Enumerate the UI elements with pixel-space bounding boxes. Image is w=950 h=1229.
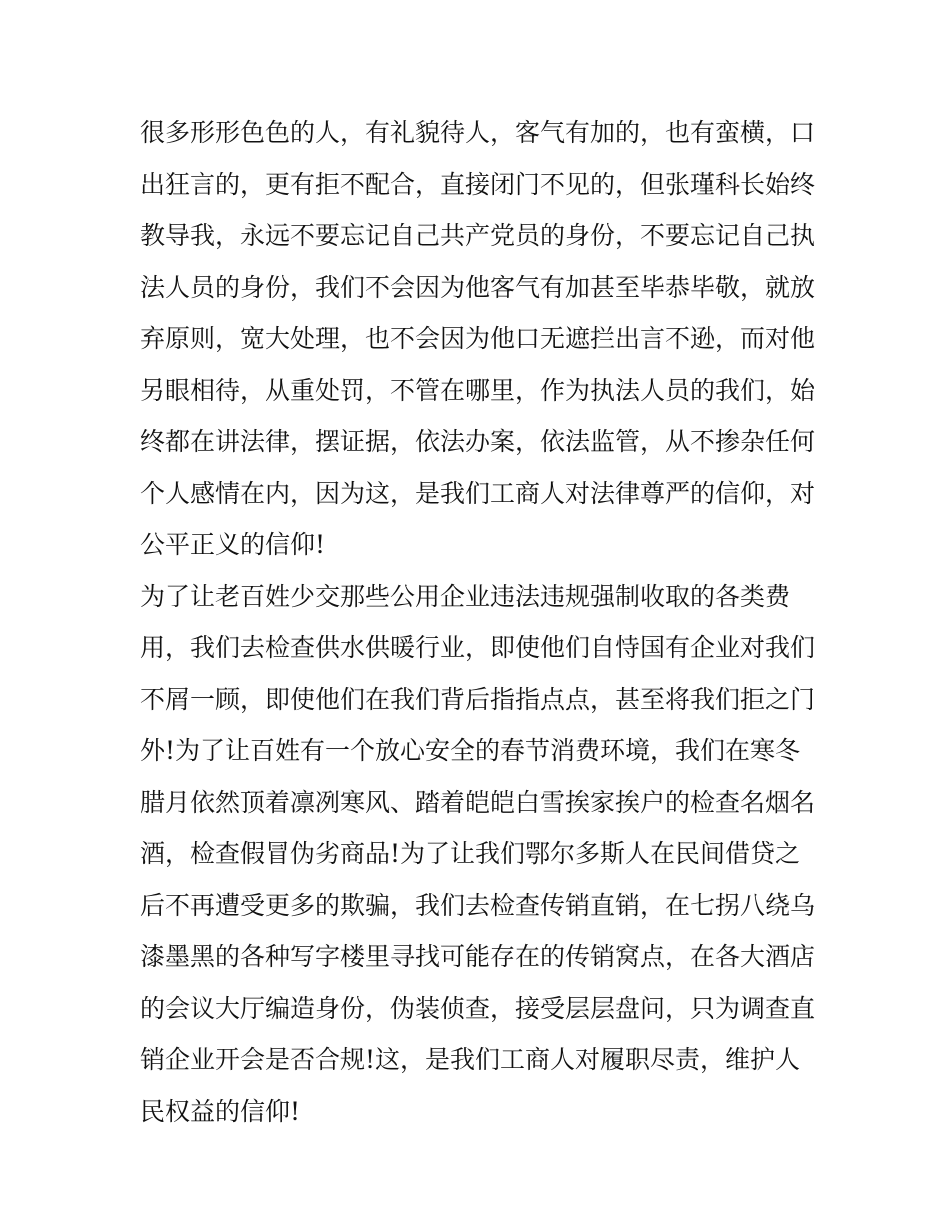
text-line: 法人员的身份，我们不会因为他客气有加甚至毕恭毕敬，就放: [140, 272, 816, 302]
text-line: 不屑一顾，即使他们在我们背后指指点点，甚至将我们拒之门: [140, 684, 816, 714]
text-line: 用，我们去检查供水供暖行业，即使他们自恃国有企业对我们: [140, 633, 816, 662]
text-line: 漆墨黑的各种写字楼里寻找可能存在的传销窝点，在各大酒店: [140, 942, 816, 971]
body-text: [140, 107, 820, 1137]
text-line: 教导我，永远不要忘记自己共产党员的身份，不要忘记自己执: [140, 221, 816, 250]
text-line: 另眼相待，从重处罚，不管在哪里，作为执法人员的我们，始: [140, 375, 816, 405]
text-line: 民权益的信仰!: [140, 1096, 301, 1126]
text-line: 很多形形色色的人，有礼貌待人，客气有加的，也有蛮横，口: [140, 118, 816, 147]
text-line: 腊月依然顶着凛冽寒风、踏着皑皑白雪挨家挨户的检查名烟名: [140, 787, 816, 817]
text-line: 酒，检查假冒伪劣商品!为了让我们鄂尔多斯人在民间借贷之: [140, 839, 801, 868]
text-line: 公平正义的信仰!: [140, 530, 326, 559]
text-line: 个人感情在内，因为这，是我们工商人对法律尊严的信仰，对: [140, 478, 816, 508]
text-line: 出狂言的，更有拒不配合，直接闭门不见的，但张瑾科长始终: [140, 169, 816, 199]
text-line: 销企业开会是否合规!这，是我们工商人对履职尽责，维护人: [140, 1045, 801, 1074]
text-line: 的会议大厅编造身份，伪装侦查，接受层层盘问，只为调查直: [140, 993, 816, 1023]
text-line: 弃原则，宽大处理，也不会因为他口无遮拦出言不逊，而对他: [140, 324, 816, 353]
text-line: 后不再遭受更多的欺骗，我们去检查传销直销，在七拐八绕乌: [140, 890, 816, 920]
text-line: 外!为了让百姓有一个放心安全的春节消费环境，我们在寒冬: [140, 736, 801, 765]
text-line: 为了让老百姓少交那些公用企业违法违规强制收取的各类费: [140, 581, 791, 611]
text-line: 终都在讲法律，摆证据，依法办案，依法监管，从不掺杂任何: [140, 427, 816, 456]
